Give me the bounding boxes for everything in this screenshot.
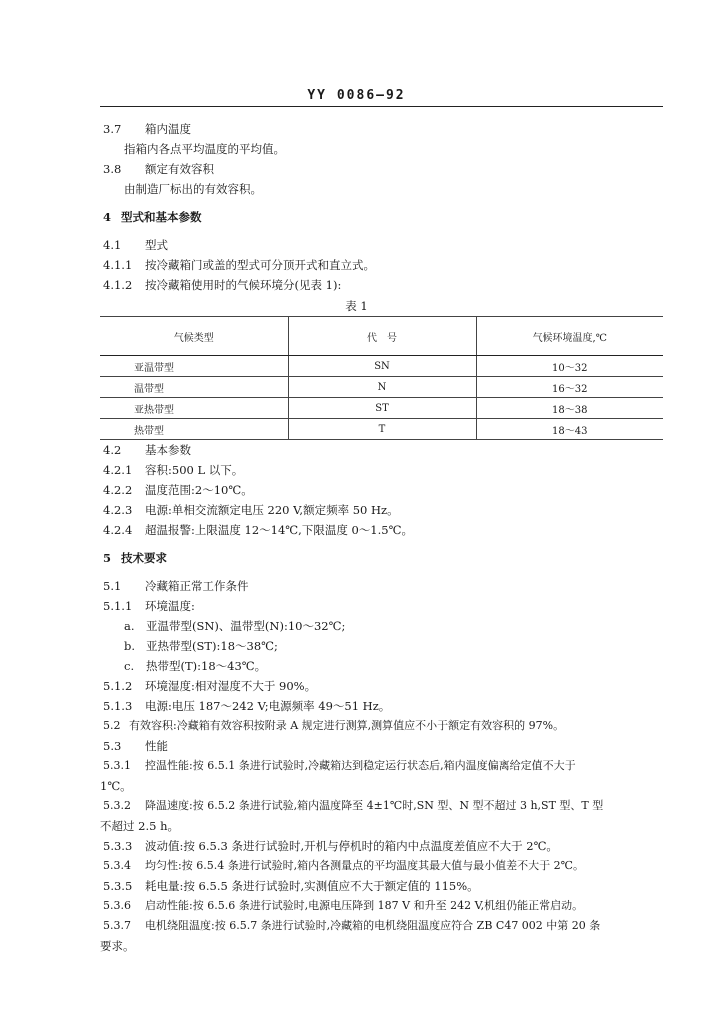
header-climate-type: 气候类型: [100, 317, 288, 356]
list-item-a: a. 亚温带型(SN)、温带型(N):10～32℃;: [124, 619, 346, 633]
header-code: 代 号: [288, 317, 476, 356]
header-rule: [100, 106, 663, 107]
clause-4-2-3: 4.2.3 电源:单相交流额定电压 220 V,额定频率 50 Hz。: [103, 503, 399, 517]
list-item-b: b. 亚热带型(ST):18～38℃;: [124, 639, 278, 653]
clause-5-1: 5.1 冷藏箱正常工作条件: [103, 579, 249, 593]
clause-5-3-2-cont: 不超过 2.5 h。: [100, 819, 180, 833]
table-row: 热带型 T 18～43: [100, 419, 663, 440]
clause-4-2-2: 4.2.2 温度范围:2～10℃。: [103, 483, 253, 497]
section-4-heading: 4 型式和基本参数: [103, 210, 202, 224]
section-5-heading: 5 技术要求: [103, 551, 167, 565]
clause-3-8: 3.8 额定有效容积: [103, 162, 214, 176]
table-caption: 表 1: [345, 299, 368, 313]
clause-4-1: 4.1 型式: [103, 238, 168, 252]
table-header-row: [100, 317, 663, 356]
clause-5-3-6: 5.3.6 启动性能:按 6.5.6 条进行试验时,电源电压降到 187 V 和升至 242 V,机组仍能正常启动。: [103, 899, 584, 912]
table-row: 亚温带型 SN 10～32: [100, 356, 663, 377]
clause-3-8-body: 由制造厂标出的有效容积。: [124, 182, 262, 196]
standard-code-header: YY 0086—92: [307, 88, 406, 103]
clause-5-3-7-cont: 要求。: [100, 939, 135, 953]
table-row: 亚热带型 ST 18～38: [100, 398, 663, 419]
clause-5-3-7: 5.3.7 电机绕阻温度:按 6.5.7 条进行试验时,冷藏箱的电机绕阻温度应符合 ZB C47 002 中第 20 条: [103, 919, 601, 932]
clause-4-2: 4.2 基本参数: [103, 443, 191, 457]
clause-5-1-1: 5.1.1 环境温度:: [103, 599, 195, 613]
clause-5-1-2: 5.1.2 环境湿度:相对湿度不大于 90%。: [103, 679, 317, 693]
clause-3-7-body: 指箱内各点平均温度的平均值。: [124, 142, 285, 156]
clause-5-2: 5.2 有效容积:冷藏箱有效容积按附录 A 规定进行测算,测算值应不小于额定有效容积的 97%。: [103, 719, 565, 732]
clause-5-3-2: 5.3.2 降温速度:按 6.5.2 条进行试验,箱内温度降至 4±1℃时,SN 型、N 型不超过 3 h,ST 型、T 型: [103, 799, 604, 812]
clause-4-1-1: 4.1.1 按冷藏箱门或盖的型式可分顶开式和直立式。: [103, 258, 375, 272]
header-temperature: 气候环境温度,℃: [476, 317, 663, 356]
clause-5-3: 5.3 性能: [103, 739, 168, 753]
clause-5-3-1-cont: 1℃。: [100, 779, 132, 793]
clause-5-3-1: 5.3.1 控温性能:按 6.5.1 条进行试验时,冷藏箱达到稳定运行状态后,箱内温度偏离给定值不大于: [103, 759, 576, 772]
clause-5-1-3: 5.1.3 电源:电压 187～242 V;电源频率 49～51 Hz。: [103, 699, 391, 713]
climate-type-table: [100, 316, 663, 440]
clause-4-2-1: 4.2.1 容积:500 L 以下。: [103, 463, 244, 477]
clause-5-3-4: 5.3.4 均匀性:按 6.5.4 条进行试验时,箱内各测量点的平均温度其最大值与最小值差不大于 2℃。: [103, 859, 584, 872]
list-item-c: c. 热带型(T):18～43℃。: [124, 659, 267, 673]
clause-3-7: 3.7 箱内温度: [103, 122, 191, 136]
table-row: 温带型 N 16～32: [100, 377, 663, 398]
clause-4-2-4: 4.2.4 超温报警:上限温度 12～14℃,下限温度 0～1.5℃。: [103, 523, 413, 537]
clause-5-3-5: 5.3.5 耗电量:按 6.5.5 条进行试验时,实测值应不大于额定值的 115%。: [103, 879, 479, 893]
clause-4-1-2: 4.1.2 按冷藏箱使用时的气候环境分(见表 1):: [103, 278, 342, 292]
clause-5-3-3: 5.3.3 波动值:按 6.5.3 条进行试验时,开机与停机时的箱内中点温度差值应不大于 2℃。: [103, 839, 558, 853]
